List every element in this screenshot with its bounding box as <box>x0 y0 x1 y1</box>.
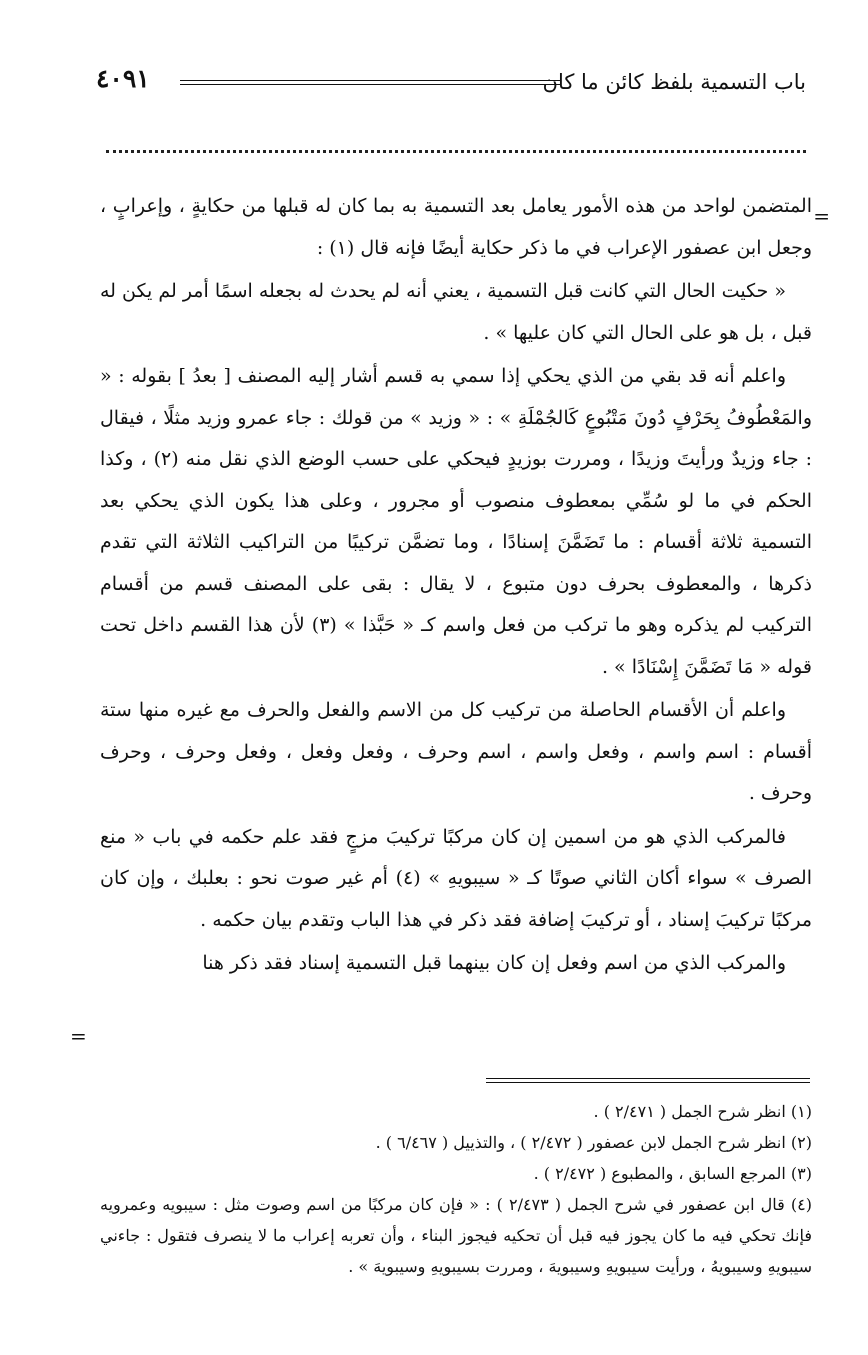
header-double-rule <box>180 80 560 85</box>
paragraph: فالمركب الذي هو من اسمين إن كان مركبًا تركيبَ مزجٍ فقد علم حكمه في باب « منع الصرف » سواء أكان الثاني صوتًا كـ « سيبويهِ » (٤) أم غير صوت نحو : بعلبك ، وإن كان مركبًا تركيبَ إسناد ، أو تركيبَ إضافة فقد ذكر في هذا الباب وتقدم بيان حكمه . <box>100 825 812 931</box>
main-text <box>100 186 812 985</box>
continuation-mark-start: = <box>813 204 830 228</box>
dotted-separator <box>106 150 806 153</box>
paragraph: والمركب الذي من اسم وفعل إن كان بينهما قبل التسمية إسناد فقد ذكر هنا <box>202 952 786 974</box>
paragraph: واعلم أن الأقسام الحاصلة من تركيب كل من الاسم والفعل والحرف مع غيره منها ستة أقسام : اسم واسم ، وفعل واسم ، اسم وحرف ، وفعل وفعل ، وفعل وحرف ، وحرف وحرف . <box>100 699 812 804</box>
footnote: (٢) انظر شرح الجمل لابن عصفور ( ٢/٤٧٢ ) ، والتذييل ( ٦/٤٦٧ ) . <box>375 1133 812 1152</box>
footnote: (٣) المرجع السابق ، والمطبوع ( ٢/٤٧٢ ) . <box>533 1164 812 1183</box>
paragraph: واعلم أنه قد بقي من الذي يحكي إذا سمي به قسم أشار إليه المصنف [ بعدُ ] بقوله : « والمَعْطُوفُ بِحَرْفٍ دُونَ مَتْبُوعٍ كَالجُمْلَةِ » : « وزيد » من قولك : جاء عمرو وزيد مثلًا ، فيقال : جاء وزيدٌ ورأيتَ وزيدًا ، ومررت بوزيدٍ فيحكي على حسب الوضع الذي نقل منه (٢) ، وكذا الحكم في ما لو سُمِّي بمعطوف منصوب أو مجرور ، وعلى هذا يكون الذي يحكي بعد التسمية ثلاثة أقسام : ما تَضَمَّنَ إسنادًا ، وما تضمَّن تركيبًا من التراكيب الثلاثة التي تقدم ذكرها ، والمعطوف بحرف دون متبوع ، لا يقال : بقى على المصنف قسم من أقسام التركيب لم يذكره وهو ما تركب من فعل واسم كـ « حَبَّذا » (٣) لأن هذا القسم داخل تحت قوله « مَا تَضَمَّنَ إِسْنَادًا » . <box>100 365 813 678</box>
quotation-paragraph: « حكيت الحال التي كانت قبل التسمية ، يعني أنه لم يحدث له بجعله اسمًا أمر لم يكن له قبل ، بل هو على الحال التي كان عليها » . <box>100 280 812 344</box>
footnote-rule <box>486 1078 810 1083</box>
continuation-mark-end: = <box>70 1024 87 1048</box>
paragraph: المتضمن لواحد من هذه الأمور يعامل بعد التسمية به بما كان له قبلها من حكايةٍ ، وإعرابٍ ، وجعل ابن عصفور الإعراب في ما ذكر حكاية أيضًا فإنه قال (١) : <box>100 195 812 259</box>
footnotes <box>100 1096 812 1282</box>
footnote: (٤) قال ابن عصفور في شرح الجمل ( ٢/٤٧٣ ) : « فإن كان مركبًا من اسم وصوت مثل : سيبويه وعمرويه فإنك تحكي فيه ما كان يجوز فيه قبل أن تحكيه فيجوز البناء ، وأن تعربه إعراب ما لا ينصرف فتقول : جاءني سيبويهِ وسيبويهُ ، ورأيت سيبويهِ وسيبويهَ ، ومررت بسيبويهِ وسيبويهَ » . <box>100 1195 812 1276</box>
page-number: ٤٠٩١ <box>96 64 150 93</box>
footnote: (١) انظر شرح الجمل ( ٢/٤٧١ ) . <box>593 1102 812 1121</box>
running-header-title: باب التسمية بلفظ كائن ما كان <box>542 70 806 94</box>
